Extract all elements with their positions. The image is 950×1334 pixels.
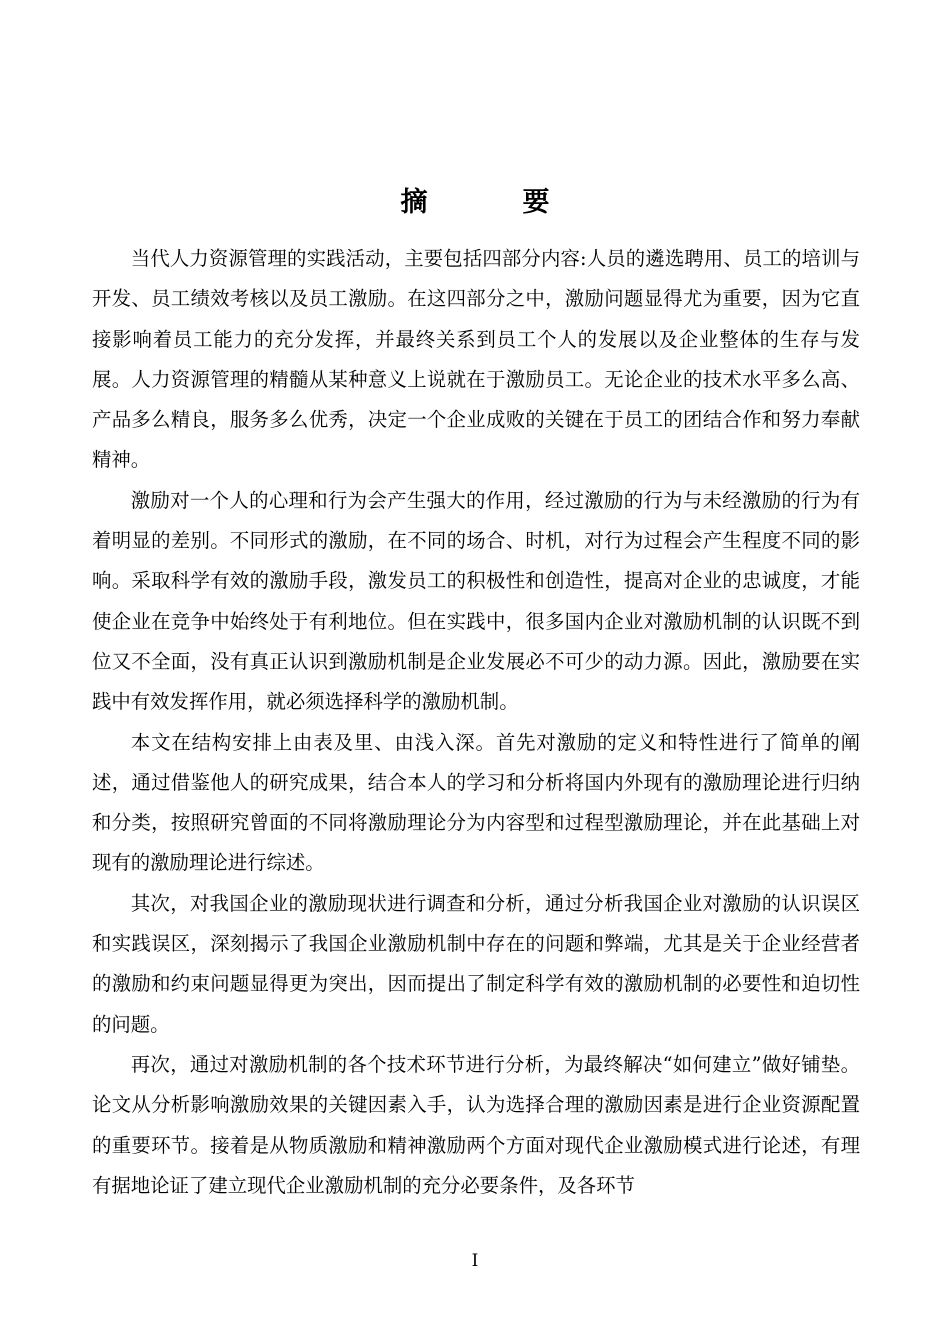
abstract-paragraph-4: 其次，对我国企业的激励现状进行调查和分析，通过分析我国企业对激励的认识误区和实践误区，深刻揭示了我国企业激励机制中存在的问题和弊端，尤其是关于企业经营者的激励和约束问题显得更为突出，因而提出了制定科学有效的激励机制的必要性和迫切性的问题。 [92,891,860,1036]
abstract-paragraph-5: 再次，通过对激励机制的各个技术环节进行分析，为最终解决“如何建立”做好铺垫。论文从分析影响激励效果的关键因素入手，认为选择合理的激励因素是进行企业资源配置的重要环节。接着是从物质激励和精神激励两个方面对现代企业激励模式进行论述，有理有据地论证了建立现代企业激励机制的充分必要条件，及各环节 [92,1052,860,1197]
abstract-title: 摘 要 [400,187,584,218]
page-number: I [471,1251,479,1271]
abstract-paragraph-2: 激励对一个人的心理和行为会产生强大的作用，经过激励的行为与未经激励的行为有着明显的差别。不同形式的激励，在不同的场合、时机，对行为过程会产生程度不同的影响。采取科学有效的激励手段，激发员工的积极性和创造性，提高对企业的忠诚度，才能使企业在竞争中始终处于有利地位。但在实践中，很多国内企业对激励机制的认识既不到位又不全面，没有真正认识到激励机制是企业发展必不可少的动力源。因此，激励要在实践中有效发挥作用，就必须选择科学的激励机制。 [92,488,860,714]
abstract-paragraph-3: 本文在结构安排上由表及里、由浅入深。首先对激励的定义和特性进行了简单的阐述，通过借鉴他人的研究成果，结合本人的学习和分析将国内外现有的激励理论进行归纳和分类，按照研究曾面的不同将激励理论分为内容型和过程型激励理论，并在此基础上对现有的激励理论进行综述。 [92,730,860,875]
abstract-paragraph-1: 当代人力资源管理的实践活动，主要包括四部分内容:人员的遴选聘用、员工的培训与开发、员工绩效考核以及员工激励。在这四部分之中，激励问题显得尤为重要，因为它直接影响着员工能力的充分发挥，并最终关系到员工个人的发展以及企业整体的生存与发展。人力资源管理的精髓从某种意义上说就在于激励员工。无论企业的技术水平多么高、产品多么精良，服务多么优秀，决定一个企业成败的关键在于员工的团结合作和努力奉献精神。 [92,247,860,472]
abstract-body [92,239,860,1206]
